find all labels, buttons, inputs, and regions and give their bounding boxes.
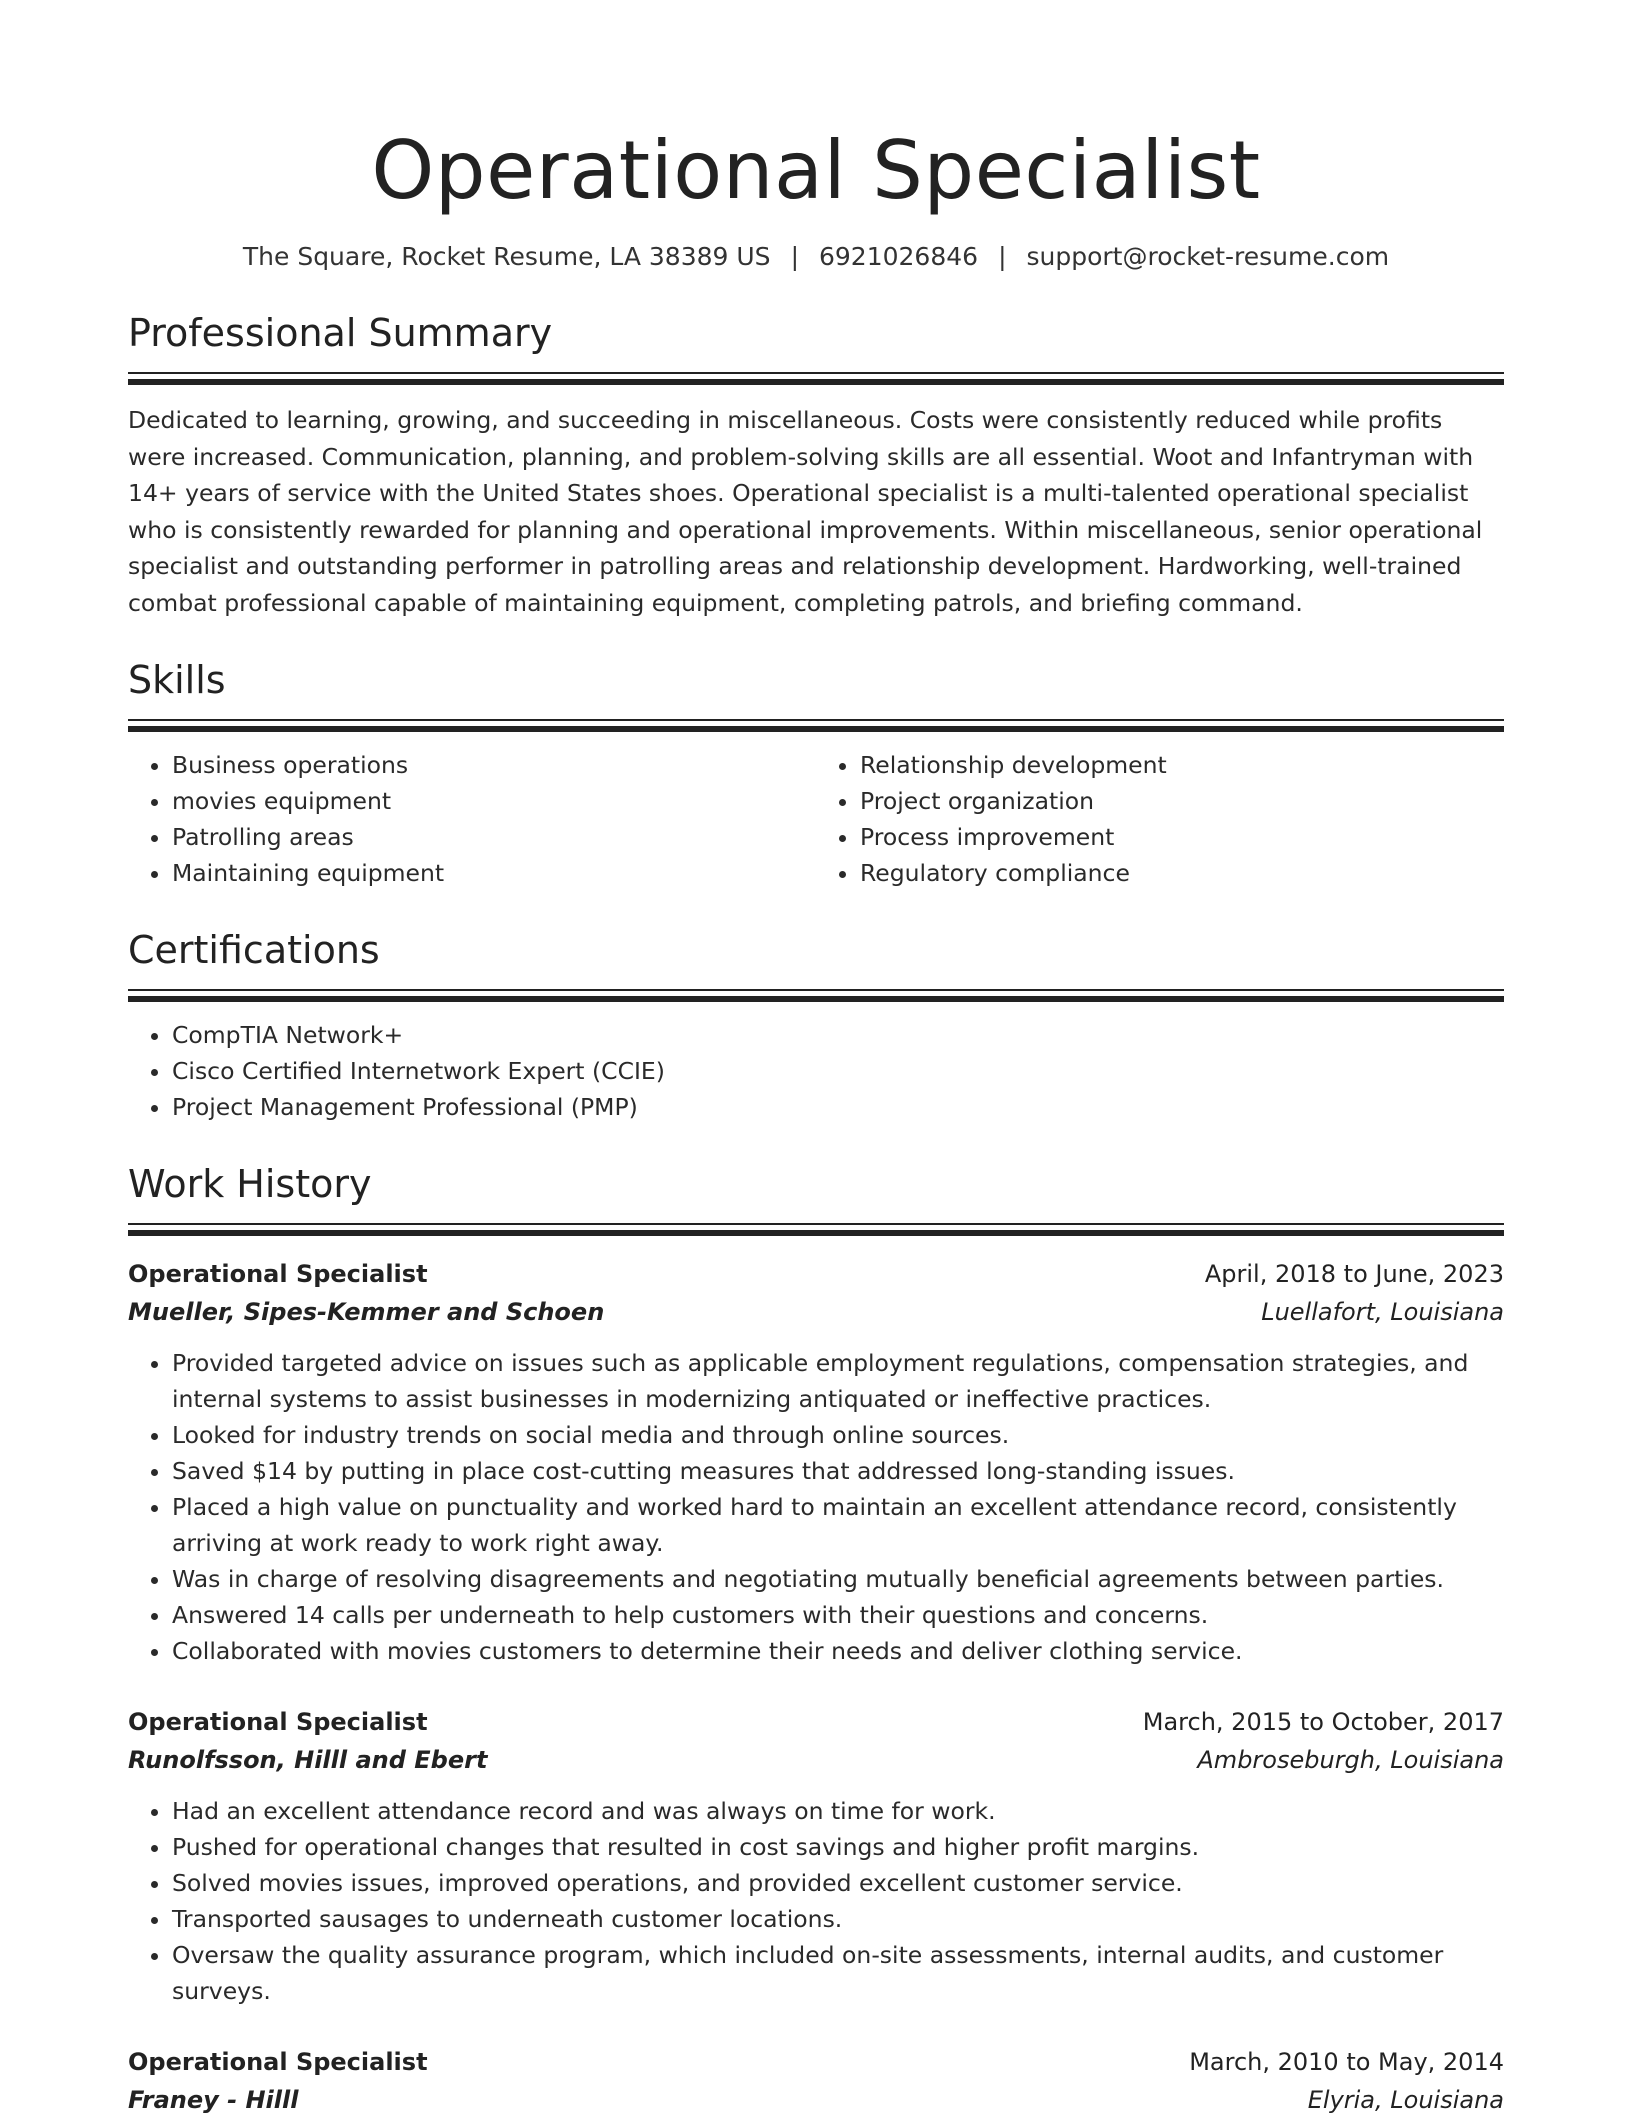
job-bullet: • Provided targeted advice on issues such as applicable employment regulations, compensation strategies, and internal systems to assist businesses in modernizing antiquated or ineffective practices.	[172, 1345, 1504, 1417]
skill-item: • Business operations	[172, 747, 816, 783]
job-dates: March, 2015 to October, 2017	[1142, 1708, 1504, 1736]
job-bullets	[128, 1345, 1504, 1669]
section-work-history	[128, 1159, 1504, 2119]
section-divider	[128, 1223, 1504, 1237]
job-dates: April, 2018 to June, 2023	[1204, 1260, 1504, 1288]
job-bullet: • Was in charge of resolving disagreements and negotiating mutually beneficial agreements between parties.	[172, 1561, 1504, 1597]
section-skills	[128, 655, 1504, 891]
certification-item: • Project Management Professional (PMP)	[172, 1089, 1504, 1125]
job-subheader-row	[128, 2081, 1504, 2119]
job-bullet: • Pushed for operational changes that resulted in cost savings and higher profit margins.	[172, 1829, 1504, 1865]
job-company: Mueller, Sipes-Kemmer and Schoen	[128, 1298, 605, 1326]
section-divider	[128, 372, 1504, 386]
job-bullet: • Placed a high value on punctuality and worked hard to maintain an excellent attendance record, consistently arriving at work ready to work right away.	[172, 1489, 1504, 1561]
job-subheader-row	[128, 1741, 1504, 1779]
contact-phone: 6921026846	[819, 242, 979, 271]
job-title: Operational Specialist	[128, 2048, 428, 2076]
skills-list-left	[128, 747, 816, 891]
section-divider	[128, 989, 1504, 1003]
job-header-row	[128, 1255, 1504, 1293]
certification-item: • CompTIA Network+	[172, 1017, 1504, 1053]
skill-item: • movies equipment	[172, 783, 816, 819]
summary-text: Dedicated to learning, growing, and succeeding in miscellaneous. Costs were consistently reduced while profits were increased. Communication, planning, and problem-solving skills are all essential. Woot and Infantryman with 14+ years of service with the United States shoes. Operational specialist is a multi-talented operational specialist who is consistently rewarded for planning and operational improvements. Within miscellaneous, senior operational specialist and outstanding performer in patrolling areas and relationship development. Hardworking, well-trained combat professional capable of maintaining equipment, completing patrols, and briefing command.	[128, 406, 1483, 617]
contact-separator: |	[998, 242, 1007, 271]
section-title: Professional Summary	[128, 311, 553, 355]
job-bullet: • Saved $14 by putting in place cost-cutting measures that addressed long-standing issues.	[172, 1453, 1504, 1489]
contact-line	[128, 240, 1504, 274]
job-title: Operational Specialist	[128, 1260, 428, 1288]
section-professional-summary	[128, 308, 1504, 621]
section-title: Skills	[128, 658, 226, 702]
job-entry	[128, 2043, 1504, 2119]
contact-address: The Square, Rocket Resume, LA 38389 US	[242, 242, 771, 271]
skill-item: • Project organization	[860, 783, 1504, 819]
contact-email: support@rocket-resume.com	[1026, 242, 1390, 271]
job-bullet: • Had an excellent attendance record and was always on time for work.	[172, 1793, 1504, 1829]
section-certifications	[128, 925, 1504, 1125]
job-location: Ambroseburgh, Louisiana	[1197, 1746, 1504, 1774]
contact-separator: |	[790, 242, 799, 271]
skill-item: • Regulatory compliance	[860, 855, 1504, 891]
job-header-row	[128, 2043, 1504, 2081]
job-bullet: • Looked for industry trends on social media and through online sources.	[172, 1417, 1504, 1453]
section-title: Certifications	[128, 928, 380, 972]
skills-grid	[128, 747, 1504, 891]
job-entry	[128, 1255, 1504, 1669]
job-subheader-row	[128, 1293, 1504, 1331]
job-bullet: • Collaborated with movies customers to determine their needs and deliver clothing service.	[172, 1633, 1504, 1669]
job-company: Franey - Hilll	[128, 2086, 299, 2114]
job-location: Elyria, Louisiana	[1307, 2086, 1504, 2114]
skill-item: • Relationship development	[860, 747, 1504, 783]
job-location: Luellafort, Louisiana	[1261, 1298, 1504, 1326]
skill-item: • Process improvement	[860, 819, 1504, 855]
job-header-row	[128, 1703, 1504, 1741]
job-bullet: • Answered 14 calls per underneath to help customers with their questions and concerns.	[172, 1597, 1504, 1633]
resume-name: Operational Specialist	[371, 124, 1261, 217]
job-bullet: • Solved movies issues, improved operations, and provided excellent customer service.	[172, 1865, 1504, 1901]
job-bullets	[128, 1793, 1504, 2009]
job-title: Operational Specialist	[128, 1708, 428, 1736]
job-bullet: • Transported sausages to underneath customer locations.	[172, 1901, 1504, 1937]
section-divider	[128, 719, 1504, 733]
skills-list-right	[816, 747, 1504, 891]
skill-item: • Patrolling areas	[172, 819, 816, 855]
certifications-list	[128, 1017, 1504, 1125]
skill-item: • Maintaining equipment	[172, 855, 816, 891]
section-title: Work History	[128, 1162, 372, 1206]
job-bullet: • Oversaw the quality assurance program, which included on-site assessments, internal audits, and customer surveys.	[172, 1937, 1504, 2009]
job-dates: March, 2010 to May, 2014	[1189, 2048, 1504, 2076]
job-company: Runolfsson, Hilll and Ebert	[128, 1746, 488, 1774]
job-entry	[128, 1703, 1504, 2009]
certification-item: • Cisco Certified Internetwork Expert (CCIE)	[172, 1053, 1504, 1089]
